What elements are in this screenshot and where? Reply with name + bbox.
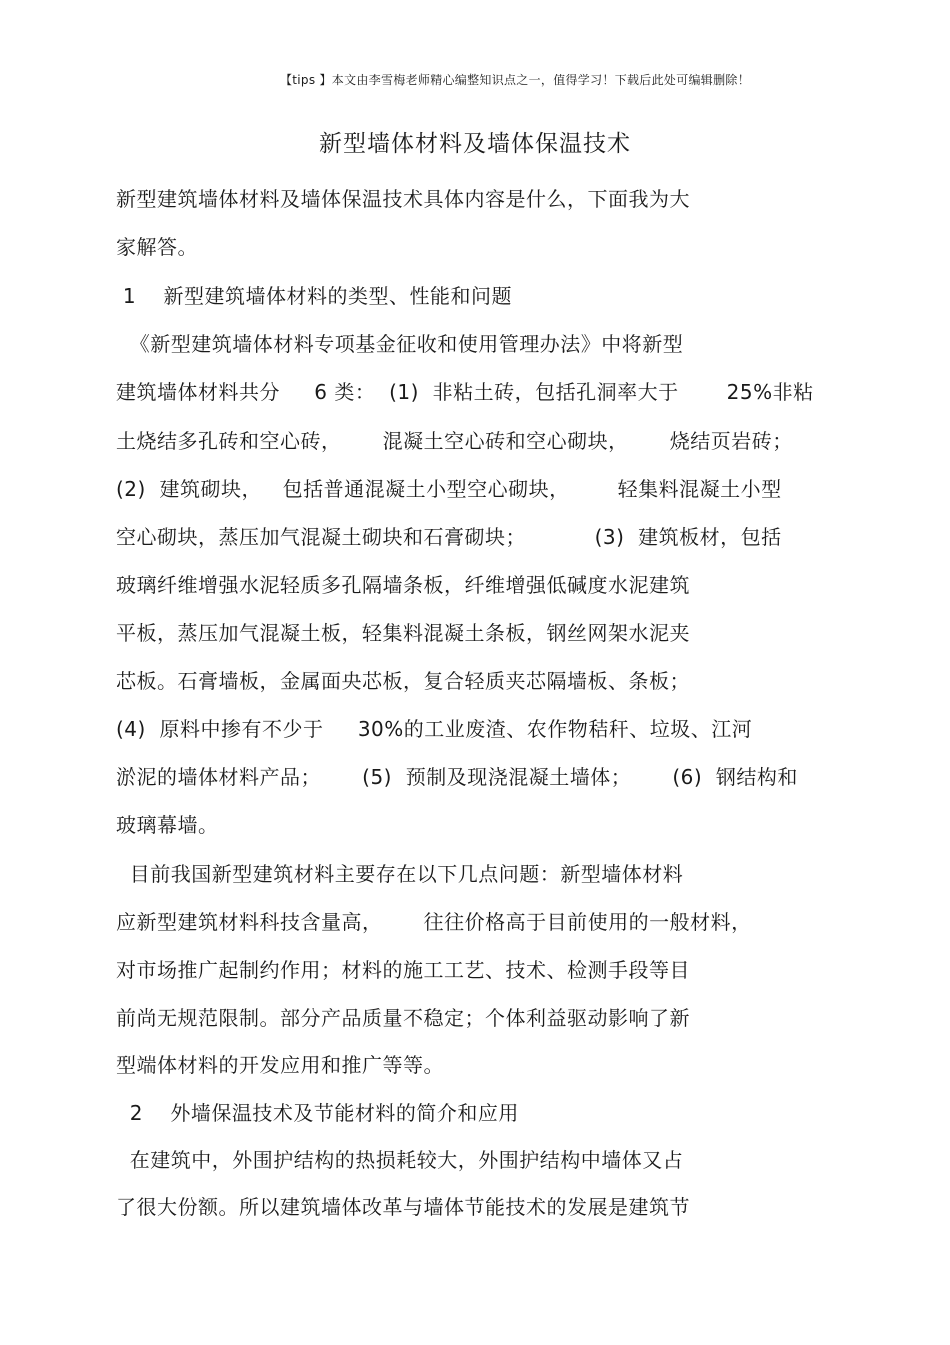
- section-heading-2: 2 外墙保温技术及节能材料的简介和应用: [116, 1101, 519, 1125]
- text-line: 平板，蒸压加气混凝土板，轻集料混凝土条板，钢丝网架水泥夹: [116, 621, 690, 645]
- text-line: 土烧结多孔砖和空心砖， 混凝土空心砖和空心砌块， 烧结页岩砖；: [116, 429, 793, 453]
- text-line: 对市场推广起制约作用；材料的施工工艺、技术、检测手段等目: [116, 958, 690, 982]
- text-line: (2) 建筑砌块， 包括普通混凝土小型空心砌块， 轻集料混凝土小型: [116, 477, 782, 501]
- text-line: 目前我国新型建筑材料主要存在以下几点问题：新型墙体材料: [116, 862, 684, 886]
- text-line: 应新型建筑材料科技含量高， 往往价格高于目前使用的一般材料，: [116, 910, 752, 934]
- text-line: 空心砌块，蒸压加气混凝土砌块和石膏砌块； (3) 建筑板材，包括: [116, 525, 782, 549]
- text-line: 型端体材料的开发应用和推广等等。: [116, 1053, 444, 1077]
- text-line: (4) 原料中掺有不少于 30%的工业废渣、农作物秸秆、垃圾、江河: [116, 717, 753, 741]
- text-line: 前尚无规范限制。部分产品质量不稳定；个体利益驱动影响了新: [116, 1006, 690, 1030]
- text-line: 芯板。石膏墙板，金属面央芯板，复合轻质夹芯隔墙板、条板；: [116, 669, 690, 693]
- text-line: 玻璃幕墙。: [116, 813, 219, 837]
- section-heading-1: 1 新型建筑墙体材料的类型、性能和问题: [116, 284, 513, 308]
- text-line: 建筑墙体材料共分 6 类： (1) 非粘土砖，包括孔洞率大于 25%非粘: [116, 380, 814, 404]
- text-line: 在建筑中，外围护结构的热损耗较大，外围护结构中墙体又占: [116, 1148, 684, 1172]
- text-line: 玻璃纤维增强水泥轻质多孔隔墙条板，纤维增强低碱度水泥建筑: [116, 573, 690, 597]
- text-line: 家解答。: [116, 235, 198, 259]
- text-line: 了很大份额。所以建筑墙体改革与墙体节能技术的发展是建筑节: [116, 1195, 690, 1219]
- text-line: 《新型建筑墙体材料专项基金征收和使用管理办法》中将新型: [116, 332, 684, 356]
- header-tip: 【tips 】本文由李雪梅老师精心编整知识点之一，值得学习！下载后此处可编辑删除！: [279, 73, 751, 87]
- document-title: 新型墙体材料及墙体保温技术: [319, 131, 631, 157]
- text-line: 新型建筑墙体材料及墙体保温技术具体内容是什么，下面我为大: [116, 187, 690, 211]
- text-line: 淤泥的墙体材料产品； (5) 预制及现浇混凝土墙体； (6) 钢结构和: [116, 765, 798, 789]
